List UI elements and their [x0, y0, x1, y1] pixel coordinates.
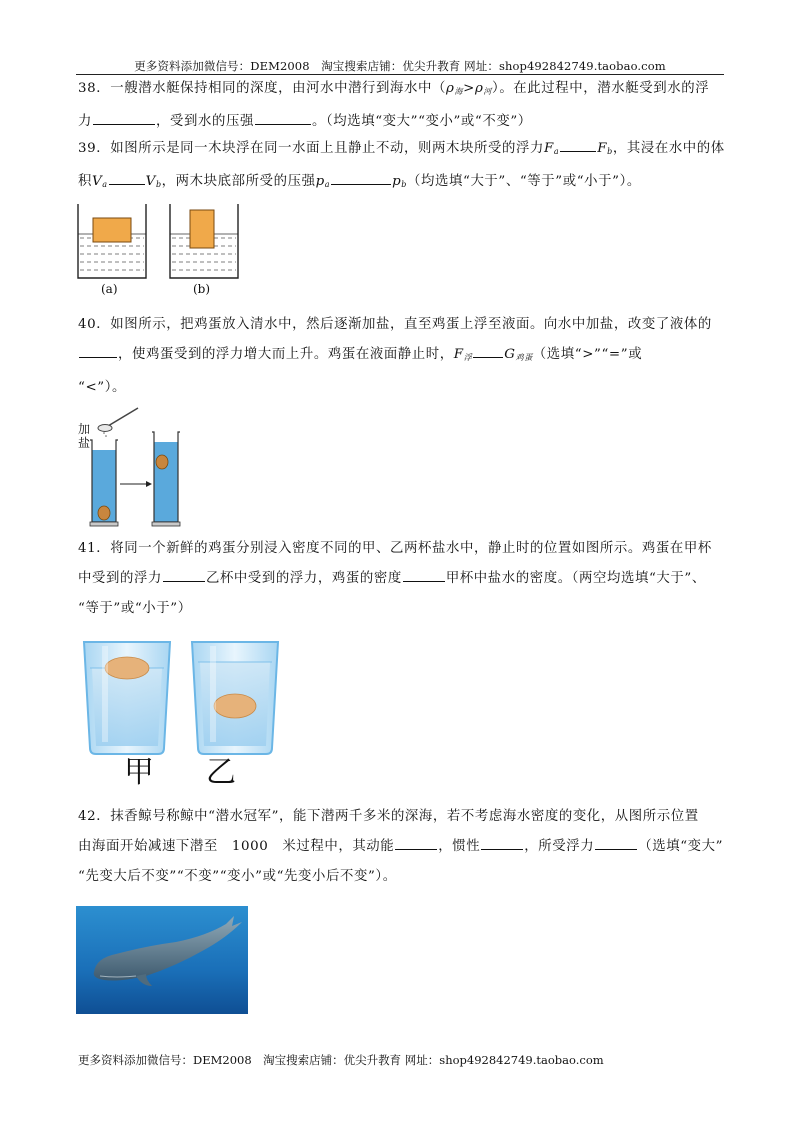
egg-floating [156, 455, 168, 469]
arrow-right [120, 481, 152, 487]
q41-cups-figure [80, 638, 280, 758]
q42-blank-2[interactable] [481, 835, 523, 850]
egg-sunk [98, 506, 110, 520]
q42-blank-1[interactable] [395, 835, 437, 850]
q39-line2: 积$V_a$ $V_b$，两木块底部所受的压强$p_a$ $p_b$（均选填“大于”、“等于”或“小于”）。 [78, 167, 726, 200]
wood-block-b [190, 210, 214, 248]
caption-b: (b) [193, 282, 211, 296]
q41-blank-2[interactable] [403, 567, 445, 582]
q42-blank-3[interactable] [595, 835, 637, 850]
cup-label-yi: 乙 [206, 755, 236, 790]
question-41 [78, 534, 726, 624]
cup-jia [84, 642, 170, 754]
q40-blank-2[interactable] [473, 343, 503, 358]
q41-line3: “等于”或“小于”） [78, 601, 192, 616]
q42-whale-image [76, 906, 248, 1014]
q41-line2: 中受到的浮力 乙杯中受到的浮力，鸡蛋的密度 甲杯中盐水的密度。（两空均选填“大于”、 [78, 564, 726, 594]
q38-line2: 力 ，受到水的压强 。（均选填“变大”“变小”或“不变”） [78, 107, 726, 137]
q39-blank-3[interactable] [331, 170, 391, 185]
wood-block-a [93, 218, 131, 242]
beaker-b [170, 204, 238, 278]
cup-label-jia: 甲 [124, 755, 154, 790]
cylinder-1 [90, 440, 118, 526]
q40-line2: ，使鸡蛋受到的浮力增大而上升。鸡蛋在液面静止时，$F_浮$ $G_{鸡蛋}$（选填“>”“=”或 [78, 340, 726, 373]
q39-blank-2[interactable] [109, 170, 145, 185]
page-header: 更多资料添加微信号：DEM2008 淘宝搜索店铺：优尖升教育 网址：shop492842749.taobao.com [134, 59, 666, 73]
q41-blank-1[interactable] [163, 567, 205, 582]
cylinder-2 [152, 432, 180, 526]
q39-blank-1[interactable] [560, 137, 596, 152]
q40-line3: “<”）。 [78, 380, 126, 395]
egg-jia [105, 657, 149, 679]
salt-label: 加 盐 [78, 422, 91, 450]
beaker-a [78, 204, 146, 278]
q42-line2: 由海面开始减速下潜至 1000 米过程中，其动能 ，惯性 ，所受浮力 （选填“变大” [78, 832, 726, 862]
q38-blank-2[interactable] [255, 110, 311, 125]
q38-line1: 38．一艘潜水艇保持相同的深度，由河水中潜行到海水中$(\rho_海>\rho_河)$。在此过程中，潜水艇受到水的浮 [78, 81, 710, 96]
caption-a: (a) [101, 282, 118, 296]
egg-yi [214, 694, 256, 718]
salt-spoon [98, 408, 138, 437]
question-38 [78, 74, 726, 137]
q42-line3: “先变大后不变”“不变”“变小”或“先变小后不变”）。 [78, 869, 397, 884]
q40-blank-1[interactable] [79, 343, 117, 358]
cup-yi [192, 642, 278, 754]
question-39 [78, 134, 726, 200]
q41-line1: 41．将同一个新鲜的鸡蛋分别浸入密度不同的甲、乙两杯盐水中，静止时的位置如图所示。鸡蛋在甲杯 [78, 541, 712, 556]
page-footer: 更多资料添加微信号：DEM2008 淘宝搜索店铺：优尖升教育 网址：shop492842749.taobao.com [78, 1053, 604, 1067]
q38-blank-1[interactable] [93, 110, 155, 125]
q40-egg-salt-figure [86, 404, 196, 528]
q42-line1: 42．抹香鲸号称鲸中“潜水冠军”，能下潜两千多米的深海，若不考虑海水密度的变化，从图所示位置 [78, 809, 699, 824]
question-40 [78, 310, 726, 403]
q40-line1: 40．如图所示，把鸡蛋放入清水中，然后逐渐加盐，直至鸡蛋上浮至液面。向水中加盐，改变了液体的 [78, 317, 712, 332]
question-42 [78, 802, 726, 892]
q39-beakers-figure [74, 204, 244, 284]
q39-line1: 39．如图所示是同一木块浮在同一水面上且静止不动，则两木块所受的浮力$F_a$ $F_b$，其浸在水中的体 [78, 134, 726, 167]
